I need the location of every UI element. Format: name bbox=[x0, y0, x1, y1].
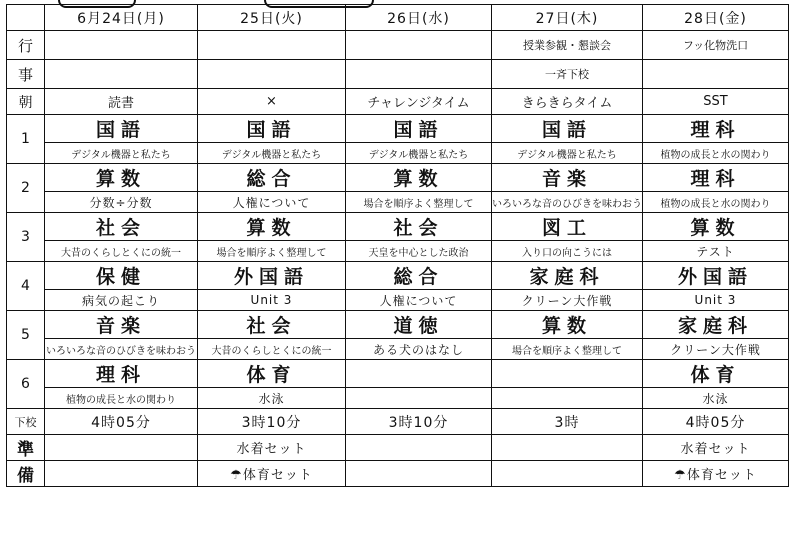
subject-cell: 総合 bbox=[198, 164, 346, 192]
subject-cell bbox=[346, 360, 492, 388]
event-wed-2 bbox=[346, 60, 492, 89]
event-fri-1: フッ化物洗口 bbox=[643, 31, 789, 60]
event-mon-1 bbox=[45, 31, 198, 60]
topic-cell: デジタル機器と私たち bbox=[492, 143, 643, 164]
topic-cell: 分数÷分数 bbox=[45, 192, 198, 213]
period-1-topic-row bbox=[7, 143, 789, 164]
topic-cell: 人権について bbox=[198, 192, 346, 213]
topic-cell: テスト bbox=[643, 241, 789, 262]
event-wed-1 bbox=[346, 31, 492, 60]
dismissal-wed: 3時10分 bbox=[346, 409, 492, 435]
topic-cell: 植物の成長と水の関わり bbox=[643, 192, 789, 213]
topic-cell: Unit 3 bbox=[198, 290, 346, 311]
topic-cell: デジタル機器と私たち bbox=[346, 143, 492, 164]
topic-cell: 大昔のくらしとくにの統一 bbox=[45, 241, 198, 262]
subject-cell: 算数 bbox=[45, 164, 198, 192]
subject-cell: 外国語 bbox=[198, 262, 346, 290]
period-4-topic-row bbox=[7, 290, 789, 311]
topic-cell: 植物の成長と水の関わり bbox=[643, 143, 789, 164]
subject-cell: 社会 bbox=[346, 213, 492, 241]
subject-cell: 国語 bbox=[45, 115, 198, 143]
dismissal-tue: 3時10分 bbox=[198, 409, 346, 435]
period-4-label: 4 bbox=[7, 262, 45, 311]
topic-cell: 天皇を中心とした政治 bbox=[346, 241, 492, 262]
topic-cell: 場合を順序よく整理して bbox=[198, 241, 346, 262]
topic-cell: いろいろな音のひびきを味わおう bbox=[45, 339, 198, 360]
events-label-1: 行 bbox=[7, 31, 45, 60]
subject-cell: 国語 bbox=[346, 115, 492, 143]
event-thu-1: 授業参観・懇談会 bbox=[492, 31, 643, 60]
morning-tue: × bbox=[198, 89, 346, 115]
period-3-subject-row bbox=[7, 213, 789, 241]
period-2-subject-row bbox=[7, 164, 789, 192]
subject-cell: 保健 bbox=[45, 262, 198, 290]
subject-cell: 理科 bbox=[643, 164, 789, 192]
subject-cell: 算数 bbox=[198, 213, 346, 241]
event-tue-2 bbox=[198, 60, 346, 89]
dismissal-mon: 4時05分 bbox=[45, 409, 198, 435]
prep-label-1: 準 bbox=[7, 435, 45, 461]
subject-cell: 算数 bbox=[643, 213, 789, 241]
day-header-tue: 25日(火) bbox=[198, 5, 346, 31]
weekly-schedule-sheet bbox=[6, 0, 788, 531]
day-header-wed: 26日(水) bbox=[346, 5, 492, 31]
period-3-topic-row bbox=[7, 241, 789, 262]
morning-row bbox=[7, 89, 789, 115]
events-row bbox=[7, 31, 789, 60]
topic-cell: 植物の成長と水の関わり bbox=[45, 388, 198, 409]
subject-cell: 音楽 bbox=[492, 164, 643, 192]
prep-row bbox=[7, 461, 789, 487]
subject-cell: 社会 bbox=[45, 213, 198, 241]
dismissal-row bbox=[7, 409, 789, 435]
topic-cell: 水泳 bbox=[643, 388, 789, 409]
subject-cell: 国語 bbox=[198, 115, 346, 143]
day-header-fri: 28日(金) bbox=[643, 5, 789, 31]
topic-cell: 病気の起こり bbox=[45, 290, 198, 311]
day-header-row bbox=[7, 5, 789, 31]
prep-wed-2 bbox=[346, 461, 492, 487]
prep-wed-1 bbox=[346, 435, 492, 461]
event-fri-2 bbox=[643, 60, 789, 89]
day-header-thu: 27日(木) bbox=[492, 5, 643, 31]
dismissal-label: 下校 bbox=[7, 409, 45, 435]
subject-cell: 理科 bbox=[45, 360, 198, 388]
event-tue-1 bbox=[198, 31, 346, 60]
topic-cell: デジタル機器と私たち bbox=[45, 143, 198, 164]
topic-cell: クリーン大作戦 bbox=[492, 290, 643, 311]
topic-cell: クリーン大作戦 bbox=[643, 339, 789, 360]
subject-cell: 理科 bbox=[643, 115, 789, 143]
period-1-subject-row bbox=[7, 115, 789, 143]
period-6-topic-row bbox=[7, 388, 789, 409]
topic-cell: 大昔のくらしとくにの統一 bbox=[198, 339, 346, 360]
topic-cell: 入り口の向こうには bbox=[492, 241, 643, 262]
prep-fri-1: 水着セット bbox=[643, 435, 789, 461]
subject-cell: 図工 bbox=[492, 213, 643, 241]
morning-fri: SST bbox=[643, 89, 789, 115]
topic-cell: 場合を順序よく整理して bbox=[346, 192, 492, 213]
prep-mon-2 bbox=[45, 461, 198, 487]
period-3-label: 3 bbox=[7, 213, 45, 262]
period-4-subject-row bbox=[7, 262, 789, 290]
subject-cell: 家庭科 bbox=[492, 262, 643, 290]
topic-cell: デジタル機器と私たち bbox=[198, 143, 346, 164]
events-row bbox=[7, 60, 789, 89]
subject-cell: 音楽 bbox=[45, 311, 198, 339]
subject-cell: 社会 bbox=[198, 311, 346, 339]
subject-cell: 外国語 bbox=[643, 262, 789, 290]
subject-cell: 国語 bbox=[492, 115, 643, 143]
period-6-label: 6 bbox=[7, 360, 45, 409]
subject-cell: 算数 bbox=[346, 164, 492, 192]
topic-cell: 人権について bbox=[346, 290, 492, 311]
topic-cell: いろいろな音のひびきを味わおう bbox=[492, 192, 643, 213]
prep-thu-2 bbox=[492, 461, 643, 487]
subject-cell: 総合 bbox=[346, 262, 492, 290]
period-1-label: 1 bbox=[7, 115, 45, 164]
morning-label: 朝 bbox=[7, 89, 45, 115]
subject-cell: 体育 bbox=[643, 360, 789, 388]
period-5-label: 5 bbox=[7, 311, 45, 360]
topic-cell bbox=[346, 388, 492, 409]
period-5-topic-row bbox=[7, 339, 789, 360]
topic-cell: Unit 3 bbox=[643, 290, 789, 311]
morning-mon: 読書 bbox=[45, 89, 198, 115]
prep-tue-1: 水着セット bbox=[198, 435, 346, 461]
period-5-subject-row bbox=[7, 311, 789, 339]
dismissal-thu: 3時 bbox=[492, 409, 643, 435]
events-label-2: 事 bbox=[7, 60, 45, 89]
corner-cell bbox=[7, 5, 45, 31]
morning-wed: チャレンジタイム bbox=[346, 89, 492, 115]
morning-thu: きらきらタイム bbox=[492, 89, 643, 115]
prep-fri-2: ☂体育セット bbox=[643, 461, 789, 487]
topic-cell: ある犬のはなし bbox=[346, 339, 492, 360]
period-2-topic-row bbox=[7, 192, 789, 213]
prep-row bbox=[7, 435, 789, 461]
subject-cell: 算数 bbox=[492, 311, 643, 339]
prep-thu-1 bbox=[492, 435, 643, 461]
topic-cell: 水泳 bbox=[198, 388, 346, 409]
period-2-label: 2 bbox=[7, 164, 45, 213]
event-mon-2 bbox=[45, 60, 198, 89]
subject-cell bbox=[492, 360, 643, 388]
header-decoration bbox=[46, 0, 788, 3]
day-header-mon: 6月24日(月) bbox=[45, 5, 198, 31]
event-thu-2: 一斉下校 bbox=[492, 60, 643, 89]
subject-cell: 家庭科 bbox=[643, 311, 789, 339]
subject-cell: 道徳 bbox=[346, 311, 492, 339]
prep-tue-2: ☂体育セット bbox=[198, 461, 346, 487]
subject-cell: 体育 bbox=[198, 360, 346, 388]
weekly-timetable bbox=[6, 4, 789, 487]
topic-cell bbox=[492, 388, 643, 409]
prep-mon-1 bbox=[45, 435, 198, 461]
dismissal-fri: 4時05分 bbox=[643, 409, 789, 435]
topic-cell: 場合を順序よく整理して bbox=[492, 339, 643, 360]
prep-label-2: 備 bbox=[7, 461, 45, 487]
period-6-subject-row bbox=[7, 360, 789, 388]
